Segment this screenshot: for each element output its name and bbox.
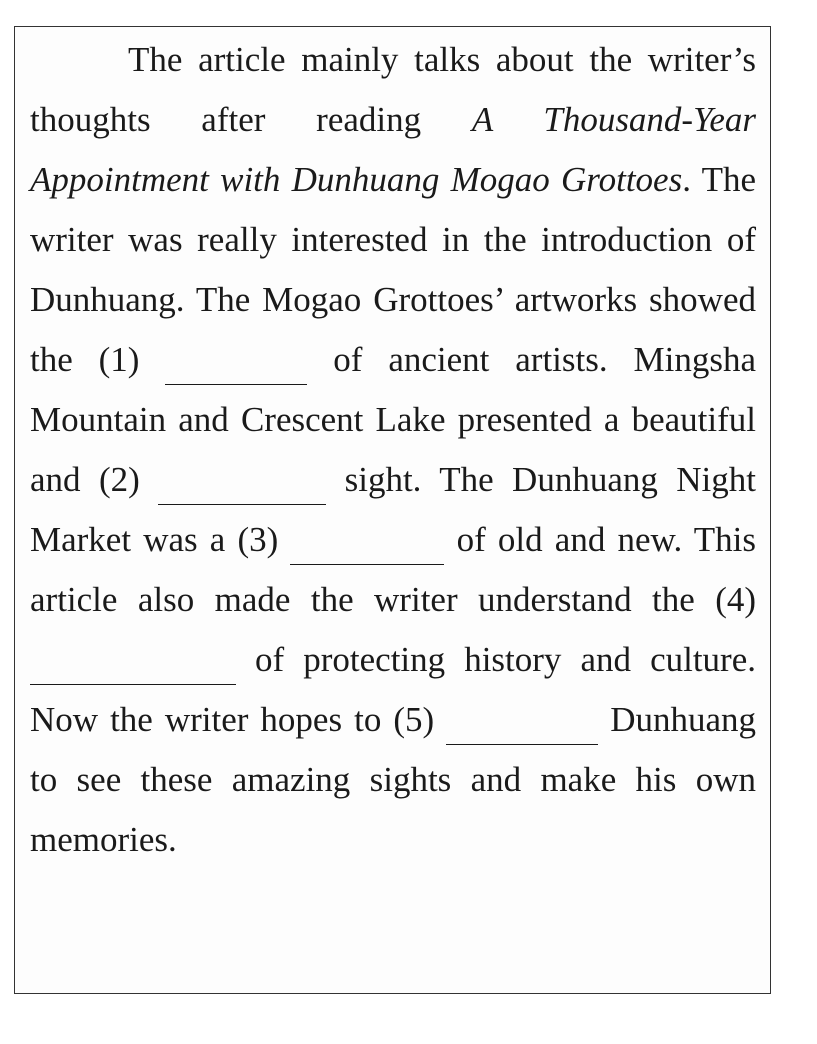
passage-segment-5: of old and new. This article also made the writer understand the [30, 520, 756, 619]
blank-number-2: (2) [98, 460, 140, 499]
passage-text [30, 30, 756, 870]
blank-1[interactable] [165, 348, 307, 385]
blank-number-5: (5) [393, 700, 435, 739]
passage-segment-7: Dunhuang to see these amazing sights and make his own memories. [30, 700, 756, 859]
blank-number-1: (1) [98, 340, 140, 379]
passage-segment-4: sight. The Dunhuang Night Market was a [30, 460, 756, 559]
blank-number-3: (3) [237, 520, 279, 559]
passage-segment-1: The article mainly talks about the writer’s thoughts after reading [30, 40, 756, 139]
blank-4[interactable] [30, 648, 236, 685]
blank-number-4: (4) [715, 580, 756, 619]
blank-5[interactable] [446, 708, 598, 745]
blank-3[interactable] [290, 528, 444, 565]
book-title: A Thousand-Year Appointment with Dunhuang Mogao Grottoes [30, 100, 756, 199]
blank-2[interactable] [158, 468, 326, 505]
passage-segment-3: of ancient artists. Mingsha Mountain and Crescent Lake presented a beautiful and [30, 340, 757, 499]
passage-segment-2: . The writer was really interested in the introduction of Dunhuang. The Mogao Grottoes’ artworks showed the [30, 160, 756, 379]
passage-segment-6: of protecting history and culture. Now the writer hopes to [30, 640, 756, 739]
